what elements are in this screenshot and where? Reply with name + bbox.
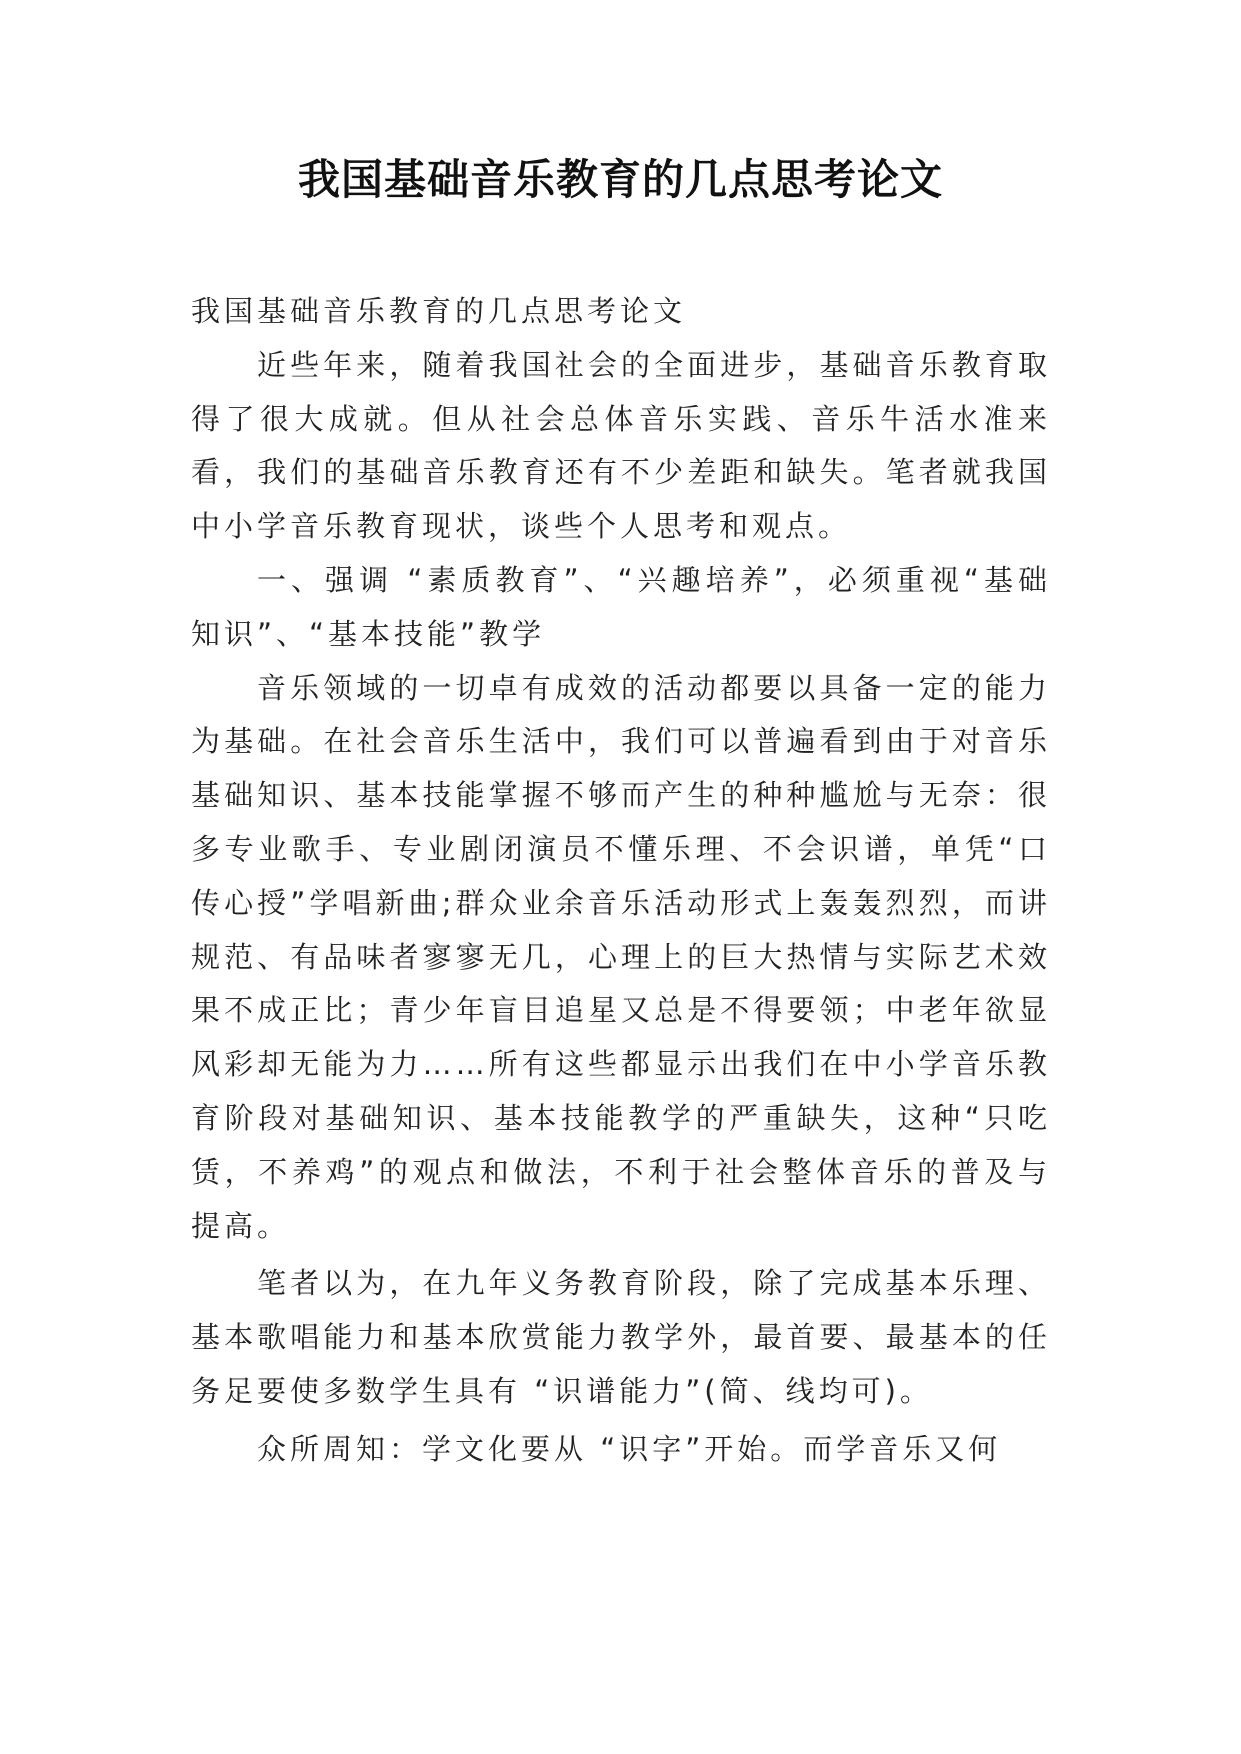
document-title: 我国基础音乐教育的几点思考论文 [297,155,943,204]
paragraph-body-3: 众所周知：学文化要从 “识字”开始。而学音乐又何 [257,1431,1002,1466]
body-heading-line: 我国基础音乐教育的几点思考论文 [191,294,687,328]
paragraph-body-2: 笔者以为，在九年义务教育阶段，除了完成基本乐理、基本歌唱能力和基本欣赏能力教学外，最首要、最基本的任务足要使多数学生具有 “识谱能力”(简、线均可)。 [191,1266,1051,1408]
section-heading-1: 一、强调 “素质教育”、“兴趣培养”，必须重视“基础知识”、“基本技能”教学 [191,562,1051,651]
paragraph-intro: 近些年来，随着我国社会的全面进步，基础音乐教育取得了很大成就。但从社会总体音乐实践、音乐牛活水准来看，我们的基础音乐教育还有不少差距和缺失。笔者就我国中小学音乐教育现状，谈些个人思考和观点。 [191,347,1051,544]
paragraph-body-1: 音乐领域的一切卓有成效的活动都要以具备一定的能力为基础。在社会音乐生活中，我们可以普遍看到由于对音乐基础知识、基本技能掌握不够而产生的种种尴尬与无奈：很多专业歌手、专业剧闭演员不懂乐理、不会识谱，单凭“口传心授”学唱新曲;群众业余音乐活动形式上轰轰烈烈，而讲规范、有品味者寥寥无几，心理上的巨大热情与实际艺术效果不成正比；青少年盲目追星又总是不得要领；中老年欲显风彩却无能为力……所有这些都显示出我们在中小学音乐教育阶段对基础知识、基本技能教学的严重缺失，这种“只吃赁，不养鸡”的观点和做法，不利于社会整体音乐的普及与提高。 [191,670,1051,1243]
document-body [191,285,1051,1477]
